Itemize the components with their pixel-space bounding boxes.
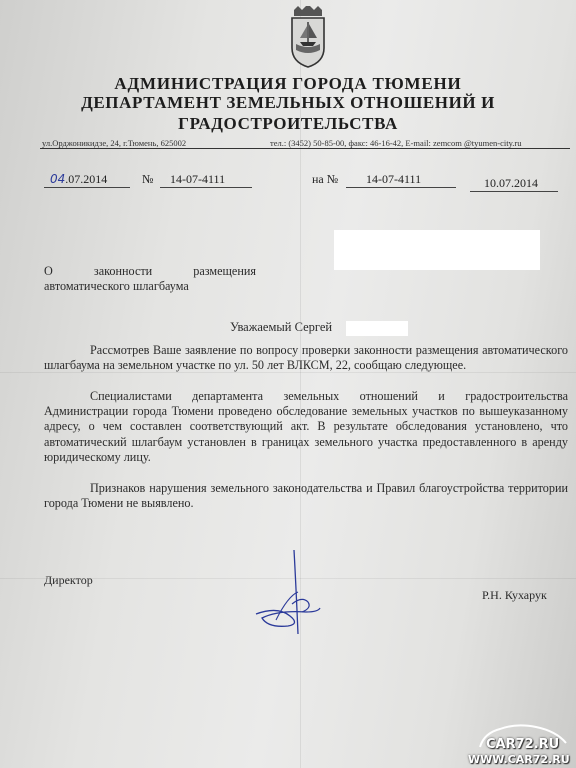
subject-line-2: автоматического шлагбаума xyxy=(44,279,189,293)
department-title: ДЕПАРТАМЕНТ ЗЕМЕЛЬНЫХ ОТНОШЕНИЙ И xyxy=(81,93,495,112)
org-title: АДМИНИСТРАЦИЯ ГОРОДА ТЮМЕНИ xyxy=(114,74,462,93)
incoming-number-underline xyxy=(346,187,456,188)
incoming-number: 14-07-4111 xyxy=(366,172,422,186)
watermark-logo: CAR72.RU xyxy=(486,737,560,752)
handwritten-day: 04 xyxy=(50,172,66,186)
department-title-cont: ГРАДОСТРОИТЕЛЬСТВА xyxy=(178,114,398,133)
city-crest-icon xyxy=(288,6,328,68)
date-underline xyxy=(44,187,130,188)
contacts-text: тел.: (3452) 50-85-00, факс: 46-16-42, E-mail: zemcom @tyumen-city.ru xyxy=(270,138,522,148)
outgoing-number: 14-07-4111 xyxy=(170,172,226,186)
no-label: № xyxy=(142,172,154,186)
signatory-name: Р.Н. Кухарук xyxy=(482,588,547,602)
incoming-date-underline xyxy=(470,191,558,192)
handwritten-signature xyxy=(248,546,328,638)
header-rule xyxy=(40,148,570,149)
address-text: ул.Орджоникидзе, 24, г.Тюмень, 625002 xyxy=(42,138,187,148)
redacted-surname xyxy=(346,321,408,336)
on-no-label: на № xyxy=(312,172,339,186)
incoming-date: 10.07.2014 xyxy=(484,176,538,190)
date-month-year: .07.2014 xyxy=(65,172,108,186)
body-paragraph-3: Признаков нарушения земельного законодательства и Правил благоустройства территории города Тюмени не выявлено. xyxy=(44,481,568,511)
greeting-text: Уважаемый Сергей xyxy=(230,320,333,334)
subject-line-1: О законности размещения xyxy=(44,264,256,278)
number-underline xyxy=(160,187,252,188)
body-paragraph-2: Специалистами департамента земельных отношений и градостроительства Администрации города Тюмени проведено обследование земельных участков по вышеуказанному адресу, о чем составлен соответствующий акт. В результате обследования установлено, что автоматический шлагбаум установлен в границах земельного участка предоставленного в аренду юридическому лицу. xyxy=(44,389,568,464)
greeting xyxy=(230,320,332,335)
signatory-title: Директор xyxy=(44,573,93,587)
outgoing-date xyxy=(50,172,107,187)
body-paragraph-1: Рассмотрев Ваше заявление по вопросу проверки законности размещения автоматического шлагбаума на земельном участке по ул. 50 лет ВЛКСМ, 22, сообщаю следующее. xyxy=(44,343,568,373)
watermark-url: WWW.CAR72.RU xyxy=(468,753,570,766)
redacted-addressee xyxy=(334,230,540,270)
